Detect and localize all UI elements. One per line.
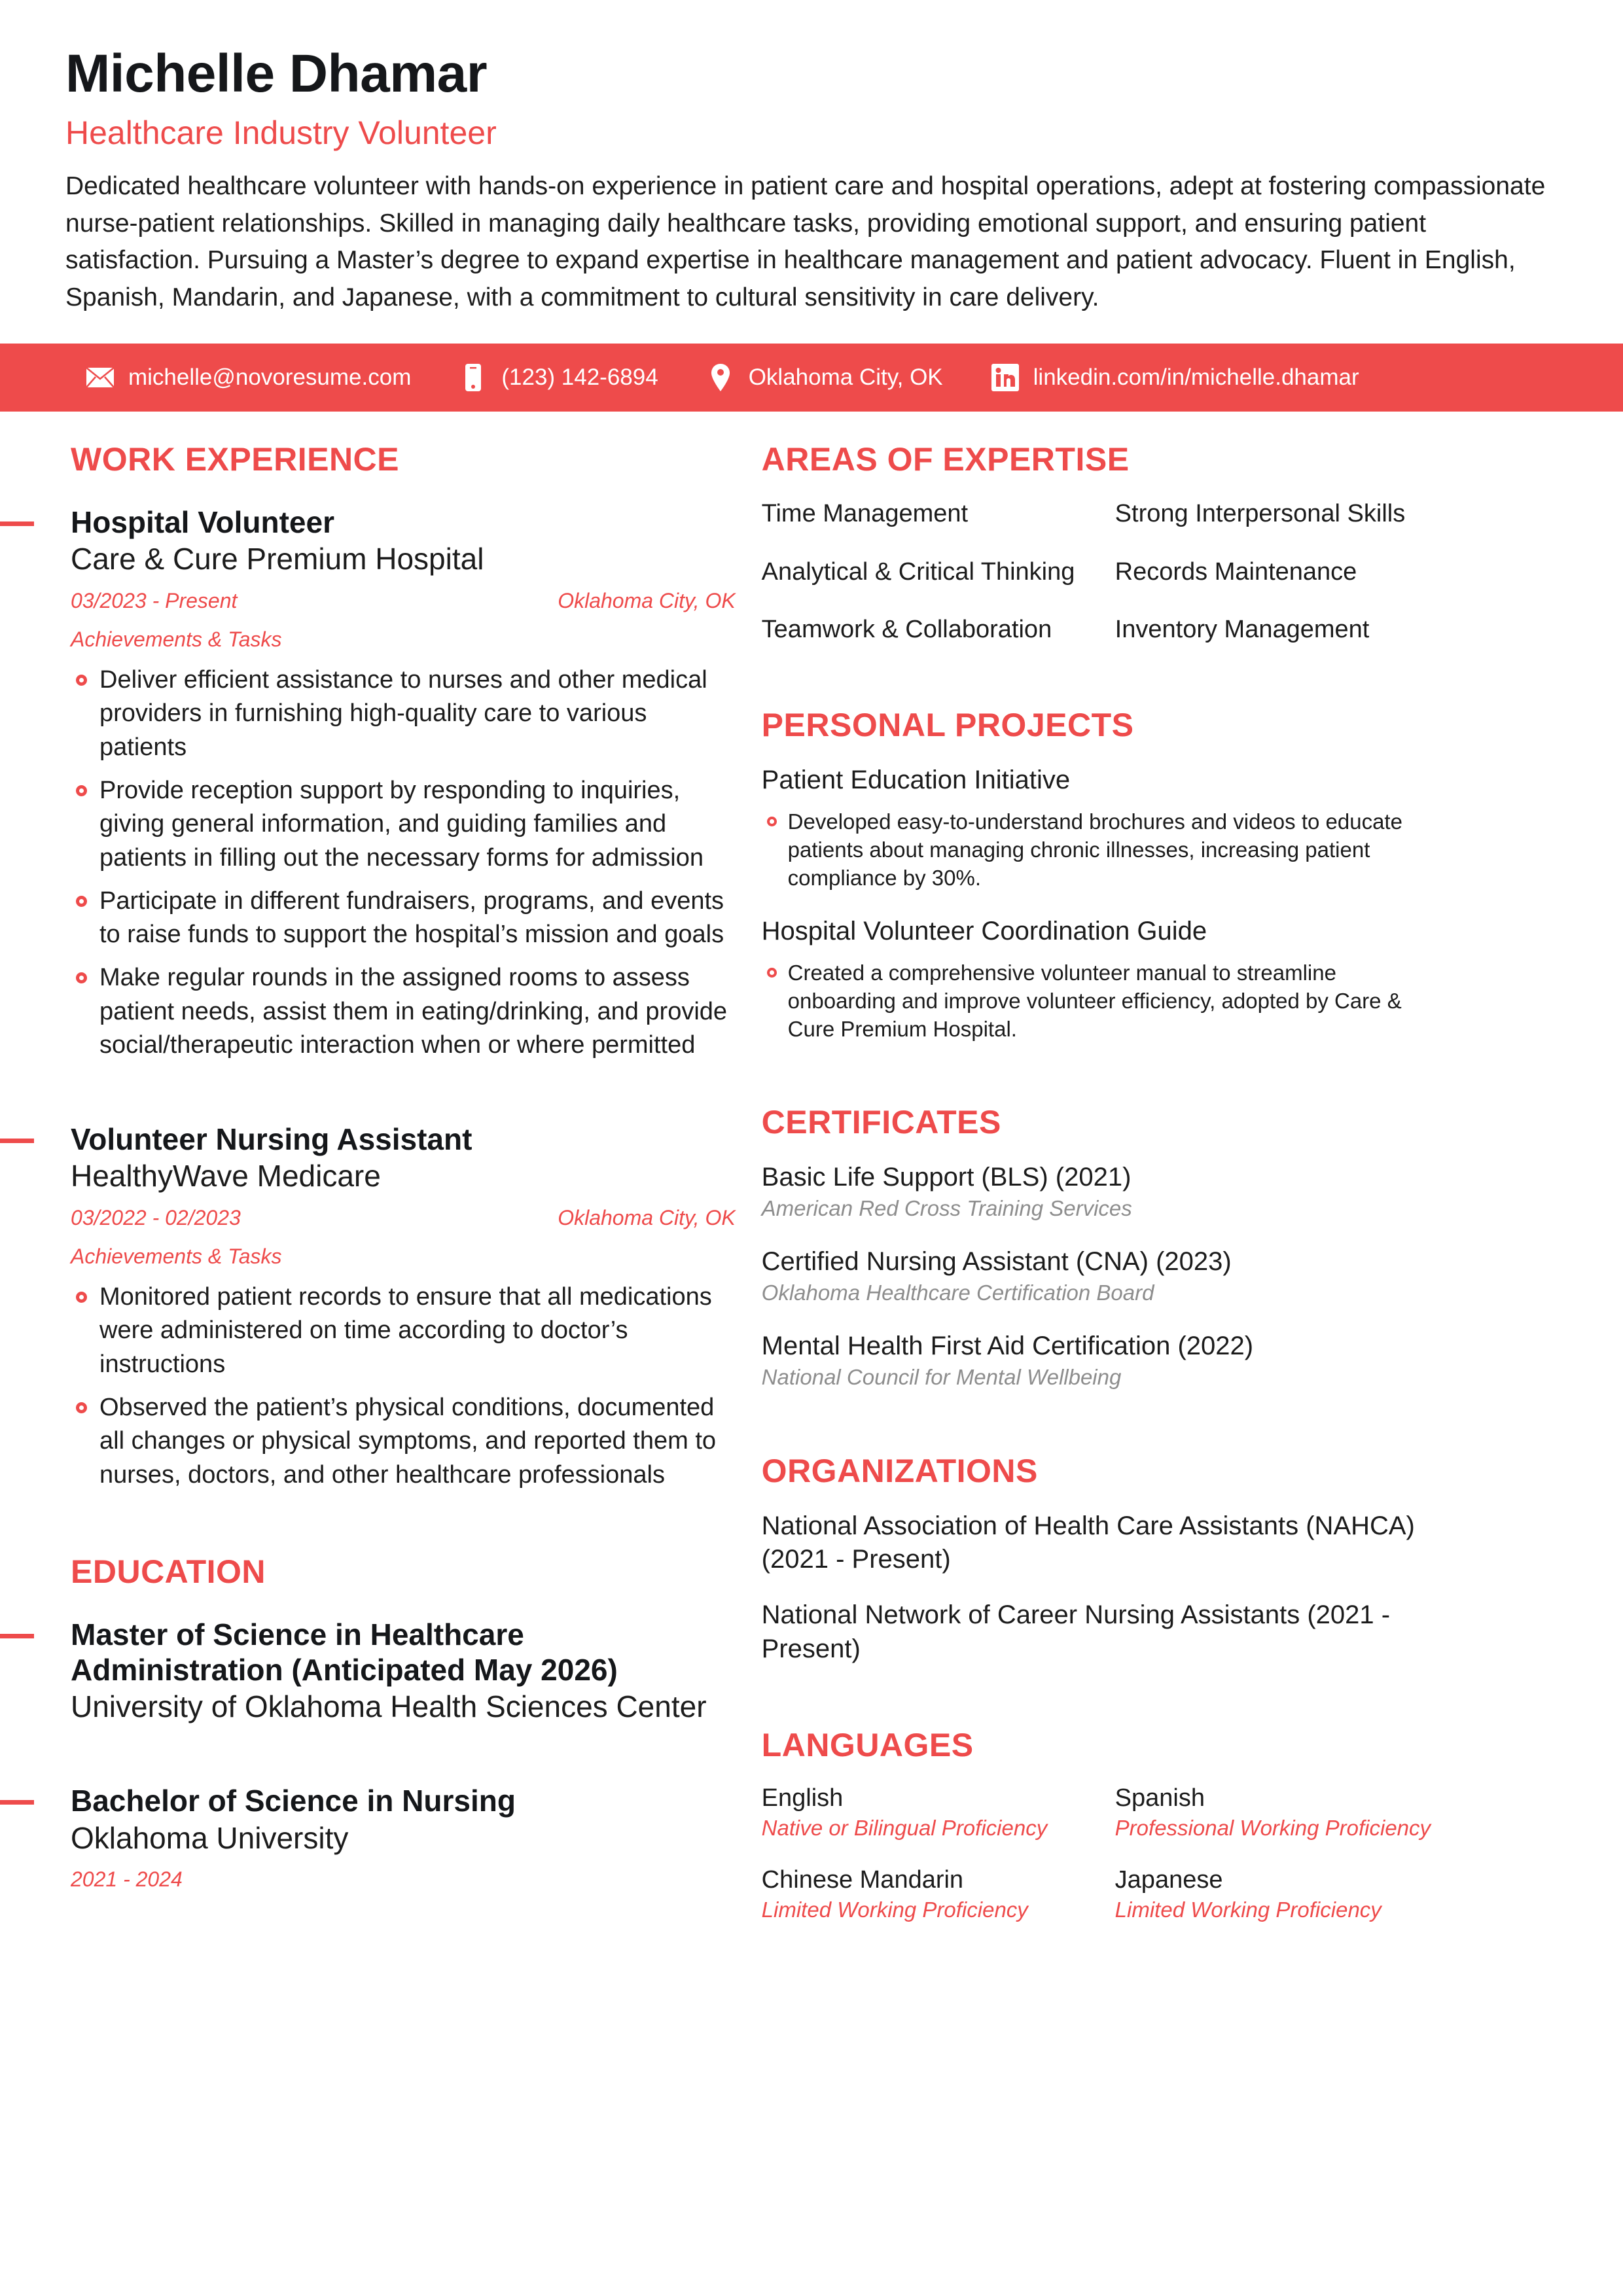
work-entry-title: Volunteer Nursing Assistant	[71, 1122, 473, 1157]
list-item: Deliver efficient assistance to nurses and other medical providers in furnishing high-quality care to various patients	[71, 663, 736, 765]
education-degree: Bachelor of Science in Nursing	[71, 1784, 516, 1818]
contact-location[interactable]	[705, 362, 943, 393]
work-entry-meta	[71, 589, 736, 613]
list-item: Provide reception support by responding to inquiries, giving general information, and guiding families and patients in filling out the necessary forms for admission	[71, 774, 736, 875]
certificate-name: Basic Life Support (BLS) (2021)	[761, 1163, 1132, 1192]
certificate-name: Certified Nursing Assistant (CNA) (2023)	[761, 1247, 1232, 1277]
education-school: Oklahoma University	[71, 1820, 349, 1855]
spacer	[762, 1666, 1531, 1729]
candidate-job-title: Healthcare Industry Volunteer	[65, 115, 497, 151]
entry-dash-marker	[0, 1139, 34, 1143]
work-entry-dates: 03/2023 - Present	[71, 588, 238, 612]
section-title-education: EDUCATION	[71, 1553, 266, 1590]
language-level: Limited Working Proficiency	[1115, 1898, 1382, 1922]
project-entry	[762, 915, 1531, 1044]
language-level: Limited Working Proficiency	[761, 1898, 1028, 1922]
skill-item: Teamwork & Collaboration	[761, 616, 1052, 644]
language-level: Native or Bilingual Proficiency	[761, 1816, 1048, 1841]
project-title: Hospital Volunteer Coordination Guide	[761, 916, 1207, 945]
work-entry-subheading: Achievements & Tasks	[71, 627, 282, 651]
language-name: English	[761, 1784, 844, 1812]
skill-item: Inventory Management	[1115, 616, 1370, 644]
contact-location-text: Oklahoma City, OK	[748, 364, 943, 391]
project-title: Patient Education Initiative	[761, 766, 1071, 795]
language-entry	[762, 1865, 1089, 1924]
project-bullet-list	[762, 959, 1531, 1044]
education-entry-meta	[71, 1867, 736, 1892]
skills-grid	[762, 498, 1442, 646]
contact-phone[interactable]	[458, 362, 658, 393]
language-name: Chinese Mandarin	[761, 1865, 964, 1894]
list-item: Make regular rounds in the assigned rooms to assess patient needs, assist them in eating/drinking, and provide social/therapeutic interaction when or where permitted	[71, 961, 736, 1063]
entry-dash-marker	[0, 1634, 34, 1638]
list-item: Observed the patient’s physical conditions, documented all changes or physical symptoms, and reported them to nurses, doctors, and other healthcare professionals	[71, 1391, 736, 1492]
language-name: Japanese	[1115, 1865, 1223, 1894]
linkedin-icon	[990, 362, 1020, 393]
language-level: Professional Working Proficiency	[1115, 1816, 1431, 1841]
contact-email-text: michelle@novoresume.com	[128, 364, 412, 391]
language-entry	[762, 1784, 1089, 1842]
skill-item: Analytical & Critical Thinking	[761, 557, 1075, 586]
contact-bar	[0, 344, 1623, 412]
spacer	[71, 1724, 736, 1754]
work-entry-organization: HealthyWave Medicare	[71, 1159, 381, 1193]
project-entry	[762, 764, 1531, 892]
list-item: Monitored patient records to ensure that all medications were administered on time according to doctor’s instructions	[71, 1280, 736, 1382]
phone-icon	[458, 362, 488, 393]
section-organizations	[762, 1455, 1531, 1666]
work-entry-title: Hospital Volunteer	[71, 505, 334, 540]
skill-item: Strong Interpersonal Skills	[1115, 500, 1406, 528]
work-entry-subheading: Achievements & Tasks	[71, 1244, 282, 1268]
resume-body	[0, 443, 1623, 1923]
envelope-icon	[85, 362, 115, 393]
contact-linkedin[interactable]	[990, 362, 1359, 393]
certificate-issuer: National Council for Mental Wellbeing	[761, 1365, 1122, 1390]
skill-item: Records Maintenance	[1115, 557, 1357, 586]
list-item: Participate in different fundraisers, programs, and events to raise funds to support the hospital’s mission and goals	[71, 885, 736, 952]
education-dates: 2021 - 2024	[71, 1867, 183, 1891]
section-title-work-experience: WORK EXPERIENCE	[71, 441, 400, 478]
language-name: Spanish	[1115, 1784, 1205, 1812]
education-school: University of Oklahoma Health Sciences Center	[71, 1689, 707, 1724]
certificate-entry	[762, 1330, 1531, 1392]
section-personal-projects	[762, 709, 1531, 1043]
spacer	[71, 1492, 736, 1555]
section-title-certificates: CERTIFICATES	[761, 1104, 1001, 1141]
entry-dash-marker	[0, 1800, 34, 1805]
work-entry	[71, 1122, 736, 1492]
skill-item: Time Management	[761, 500, 969, 528]
contact-linkedin-text: linkedin.com/in/michelle.dhamar	[1033, 364, 1359, 391]
work-entry-organization: Care & Cure Premium Hospital	[71, 542, 484, 576]
section-education	[71, 1555, 736, 1892]
section-title-organizations: ORGANIZATIONS	[761, 1453, 1038, 1490]
list-item: Developed easy-to-understand brochures and videos to educate patients about managing chronic illnesses, increasing patient compliance by 30%.	[762, 808, 1429, 892]
languages-grid	[762, 1784, 1442, 1924]
work-entry-location: Oklahoma City, OK	[558, 588, 736, 612]
section-title-languages: LANGUAGES	[761, 1726, 974, 1763]
language-entry	[1115, 1865, 1442, 1924]
certificate-issuer: American Red Cross Training Services	[761, 1196, 1132, 1221]
section-certificates	[762, 1106, 1531, 1392]
organization-entry: National Network of Career Nursing Assistants (2021 - Present)	[761, 1600, 1391, 1663]
work-entry-bullet-list	[71, 1280, 736, 1492]
certificate-entry	[762, 1245, 1531, 1307]
certificate-name: Mental Health First Aid Certification (2022)	[761, 1332, 1254, 1361]
project-bullet-list	[762, 808, 1531, 892]
left-column	[0, 443, 762, 1923]
language-entry	[1115, 1784, 1442, 1842]
location-pin-icon	[705, 362, 736, 393]
organization-entry: National Association of Health Care Assistants (NAHCA) (2021 - Present)	[761, 1511, 1415, 1574]
education-entry	[71, 1783, 736, 1892]
work-entry	[71, 504, 736, 1063]
contact-email[interactable]	[85, 362, 411, 393]
candidate-name: Michelle Dhamar	[65, 44, 488, 103]
section-title-personal-projects: PERSONAL PROJECTS	[761, 707, 1134, 744]
certificate-entry	[762, 1161, 1531, 1223]
list-item: Created a comprehensive volunteer manual to streamline onboarding and improve volunteer efficiency, adopted by Care & Cure Premium Hospital.	[762, 959, 1429, 1044]
spacer	[762, 646, 1531, 709]
section-languages	[761, 1726, 1531, 1924]
professional-summary: Dedicated healthcare volunteer with hands-on experience in patient care and hospital operations, adept at fostering compassionate nurse-patient relationships. Skilled in managing daily healthcare tasks, providing emotional support, and ensuring patient satisfaction. Pursuing a Master’s degree to expand expertise in healthcare management and patient advocacy. Fluent in English, Spanish, Mandarin, and Japanese, with a commitment to cultural sensitivity in care delivery.	[65, 172, 1546, 311]
work-entry-bullet-list	[71, 663, 736, 1063]
resume-header	[0, 0, 1623, 316]
entry-dash-marker	[0, 521, 34, 526]
work-entry-dates: 03/2022 - 02/2023	[71, 1205, 241, 1229]
certificate-issuer: Oklahoma Healthcare Certification Board	[761, 1280, 1154, 1305]
right-column	[762, 443, 1558, 1923]
section-areas-of-expertise	[762, 443, 1531, 646]
section-title-areas-of-expertise: AREAS OF EXPERTISE	[761, 441, 1130, 478]
education-degree: Master of Science in Healthcare Administration (Anticipated May 2026)	[71, 1617, 618, 1687]
work-entry-meta	[71, 1206, 736, 1230]
spacer	[762, 1043, 1531, 1106]
contact-phone-text: (123) 142-6894	[501, 364, 658, 391]
section-work-experience	[71, 443, 736, 1492]
spacer	[71, 1063, 736, 1093]
work-entry-location: Oklahoma City, OK	[558, 1205, 736, 1229]
spacer	[762, 1392, 1531, 1455]
education-entry	[71, 1617, 736, 1725]
